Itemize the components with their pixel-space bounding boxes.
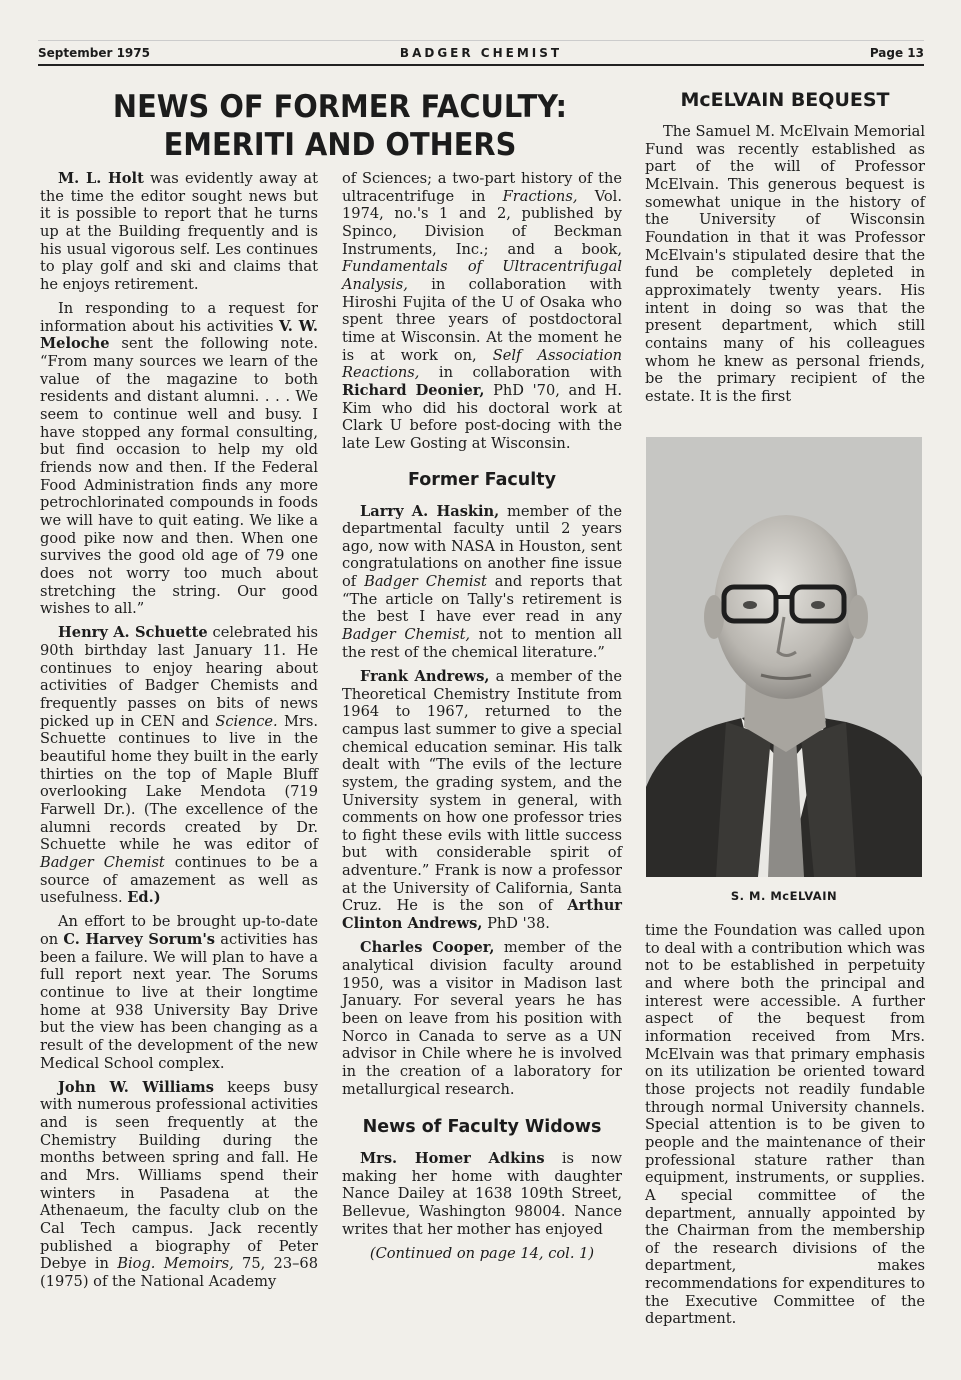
paragraph-cooper: Charles Cooper, member of the analytical division faculty around 1950, was a visitor in Madison last January. For several years he has been on leave from his position with Norco in Canada to serve as a UN advisor in Chile where he is involved in the creation of a laboratory for metallurgical research.	[342, 939, 622, 1098]
top-edge-line	[38, 40, 924, 41]
paragraph-haskin: Larry A. Haskin, member of the departmental faculty until 2 years ago, now with NASA in Houston, sent congratulations on another fine issue of Badger Chemist and reports that “The article on Tally's retirement is the best I have ever read in any Badger Chemist, not to mention all the rest of the chemical literature.”	[342, 502, 622, 661]
article-column-1	[40, 170, 318, 1291]
paragraph-williams: John W. Williams keeps busy with numerous professional activities and is seen frequently at the Chemistry Building during the months between spring and fall. He and Mrs. Williams spend their winters in Pasadena at the Athenaeum, the faculty club on the Cal Tech campus. Jack recently published a biography of Peter Debye in Biog. Memoirs, 75, 23–68 (1975) of the National Academy	[40, 1078, 318, 1291]
portrait-illustration	[646, 437, 922, 877]
article-title	[80, 88, 600, 164]
former-faculty-heading: Former Faculty	[407, 469, 557, 490]
photo-caption: S. M. McELVAIN	[730, 889, 838, 903]
sidebar-text-top	[645, 123, 925, 406]
portrait-photo	[646, 437, 922, 877]
paragraph-meloche: In responding to a request for information about his activities V. W. Meloche sent the following note. “From many sources we learn of the value of the magazine to both residents and distant alumni. . . . We seem to continue well and busy. I have stopped any formal consulting, but find occasion to help my old friends now and then. If the Federal Food Administration finds any more petrochlorinated compounds in foods we will have to quit eating. We like a good pike now and then. When one survives the good old age of 79 one does not worry too much about stretching the string. Our good wishes to all.”	[40, 300, 318, 618]
sidebar-paragraph-2: time the Foundation was called upon to deal with a contribution which was not to be established in perpetuity and where both the principal and interest were accessible. A further aspect of the bequest from information received from Mrs. McElvain was that primary emphasis on its utilization be oriented toward those projects not readily fundable through normal University channels. Special attention is to be given to people and the maintenance of their professional stature rather than equipment, instruments, or supplies. A special committee of the department, annually appointed by the Chairman from the membership of the research divisions of the department, makes recommendations for expenditures to the Executive Committee of the department.	[645, 922, 925, 1328]
article-column-2	[342, 170, 622, 1263]
header-date: September 1975	[38, 46, 150, 60]
sidebar-text-bottom	[645, 922, 925, 1328]
faculty-widows-heading: News of Faculty Widows	[362, 1117, 602, 1138]
paragraph-holt: M. L. Holt was evidently away at the time the editor sought news but it is possible to report that he turns up at the Building frequently and is his usual vigorous self. Les continues to play golf and ski and claims that he enjoys retirement.	[40, 170, 318, 293]
paragraph-andrews: Frank Andrews, a member of the Theoretical Chemistry Institute from 1964 to 1967, returned to the campus last summer to give a special chemical education seminar. His talk dealt with “The evils of the lecture system, the grading system, and the University system in general, with comments on how one professor tries to fight these evils with little success but with considerable spirit of adventure.” Frank is now a professor at the University of California, Santa Cruz. He is the son of Arthur Clinton Andrews, PhD '38.	[342, 667, 622, 933]
paragraph-adkins: Mrs. Homer Adkins is now making her home with daughter Nance Dailey at 1638 109th Street, Bellevue, Washington 98004. Nance writes that her mother has enjoyed	[342, 1150, 622, 1238]
running-header	[38, 44, 924, 64]
header-page-number: Page 13	[869, 46, 924, 60]
article-title-line2: EMERITI AND OTHERS	[163, 127, 517, 163]
article-title-line1: NEWS OF FORMER FACULTY:	[112, 89, 568, 125]
paragraph-schuette: Henry A. Schuette celebrated his 90th birthday last January 11. He continues to enjoy hearing about activities of Badger Chemists and frequently passes on bits of news picked up in CEN and Science. Mrs. Schuette continues to live in the beautiful home they built in the early thirties on the top of Maple Bluff overlooking Lake Mendota (719 Farwell Dr.). (The excellence of the alumni records created by Dr. Schuette while he was editor of Badger Chemist continues to be a source of amazement as well as usefulness. Ed.)	[40, 624, 318, 907]
paragraph-williams-cont: of Sciences; a two-part history of the ultracentrifuge in Fractions, Vol. 1974, no.'s 1 and 2, published by Spinco, Division of Beckman Instruments, Inc.; and a book, Fundamentals of Ultracentrifugal Analysis, in collaboration with Hiroshi Fujita of the U of Osaka who spent three years of postdoctoral time at Wisconsin. At the moment he is at work on, Self Association Reactions, in collaboration with Richard Deonier, PhD '70, and H. Kim who did his doctoral work at Clark U before post-docing with the late Lew Gosting at Wisconsin.	[342, 170, 623, 452]
header-rule	[38, 64, 924, 66]
continued-note: (Continued on page 14, col. 1)	[369, 1244, 595, 1262]
header-publication: BADGER CHEMIST	[399, 46, 563, 60]
sidebar-paragraph-1: The Samuel M. McElvain Memorial Fund was recently established as part of the will of Professor McElvain. This generous bequest is somewhat unique in the history of the University of Wisconsin Foundation in that it was Professor McElvain's stipulated desire that the fund be completely depleted in approximately twenty years. His intent in doing so was that the present department, which still contains many of his colleagues whom he knew as personal friends, be the primary recipient of the estate. It is the first	[645, 123, 925, 405]
sidebar-title: McELVAIN BEQUEST	[680, 89, 890, 111]
paragraph-sorum: An effort to be brought up-to-date on C. Harvey Sorum's activities has been a failure. We will plan to have a full report next year. The Sorums continue to live at their longtime home at 938 University Bay Drive but the view has been changing as a result of the development of the new Medical School complex.	[40, 913, 319, 1072]
